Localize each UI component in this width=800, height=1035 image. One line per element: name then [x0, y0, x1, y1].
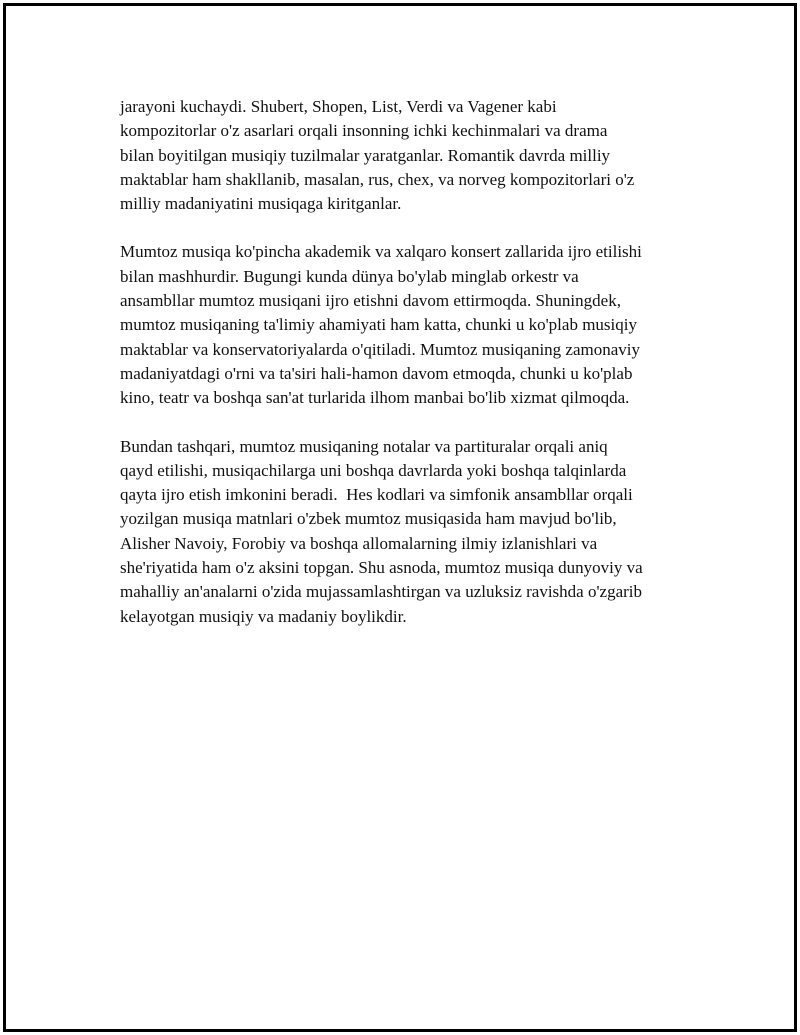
text-line: maktablar ham shakllanib, masalan, rus, chex, va norveg kompozitorlari o'z	[120, 169, 635, 189]
text-line: qayta ijro etish imkonini beradi. Hes kodlari va simfonik ansambllar orqali	[120, 485, 633, 505]
paragraph-2	[120, 240, 696, 410]
text-line: milliy madaniyatini musiqaga kiritganlar.	[120, 194, 402, 214]
document-body	[120, 95, 696, 653]
text-line: mumtoz musiqaning ta'limiy ahamiyati ham katta, chunki u ko'plab musiqiy	[120, 315, 637, 335]
text-line: yozilgan musiqa matnlari o'zbek mumtoz musiqasida ham mavjud bo'lib,	[120, 509, 617, 529]
text-line: kino, teatr va boshqa san'at turlarida ilhom manbai bo'lib xizmat qilmoqda.	[120, 388, 630, 408]
text-line: qayd etilishi, musiqachilarga uni boshqa davrlarda yoki boshqa talqinlarda	[120, 460, 627, 480]
document-page	[3, 3, 797, 1032]
text-line: ansambllar mumtoz musiqani ijro etishni davom ettirmoqda. Shuningdek,	[120, 291, 621, 311]
text-line: Mumtoz musiqa ko'pincha akademik va xalqaro konsert zallarida ijro etilishi	[120, 242, 642, 262]
text-line: maktablar va konservatoriyalarda o'qitiladi. Mumtoz musiqaning zamonaviy	[120, 339, 641, 359]
text-line: Bundan tashqari, mumtoz musiqaning notalar va partituralar orqali aniq	[120, 436, 608, 456]
text-line: bilan boyitilgan musiqiy tuzilmalar yaratganlar. Romantik davrda milliy	[120, 145, 611, 165]
text-line: bilan mashhurdir. Bugungi kunda dünya bo'ylab minglab orkestr va	[120, 266, 579, 286]
text-line: kelayotgan musiqiy va madaniy boylikdir.	[120, 606, 407, 626]
text-line: she'riyatida ham o'z aksini topgan. Shu asnoda, mumtoz musiqa dunyoviy va	[120, 558, 643, 578]
text-line: mahalliy an'analarni o'zida mujassamlashtirgan va uzluksiz ravishda o'zgarib	[120, 582, 643, 602]
paragraph-1	[120, 95, 696, 216]
text-line: kompozitorlar o'z asarlari orqali insonning ichki kechinmalari va drama	[120, 121, 608, 141]
text-line: Alisher Navoiy, Forobiy va boshqa allomalarning ilmiy izlanishlari va	[120, 533, 598, 553]
text-line: madaniyatdagi o'rni va ta'siri hali-hamon davom etmoqda, chunki u ko'plab	[120, 363, 633, 383]
paragraph-3	[120, 435, 696, 629]
text-line: jarayoni kuchaydi. Shubert, Shopen, List, Verdi va Vagener kabi	[120, 97, 557, 116]
